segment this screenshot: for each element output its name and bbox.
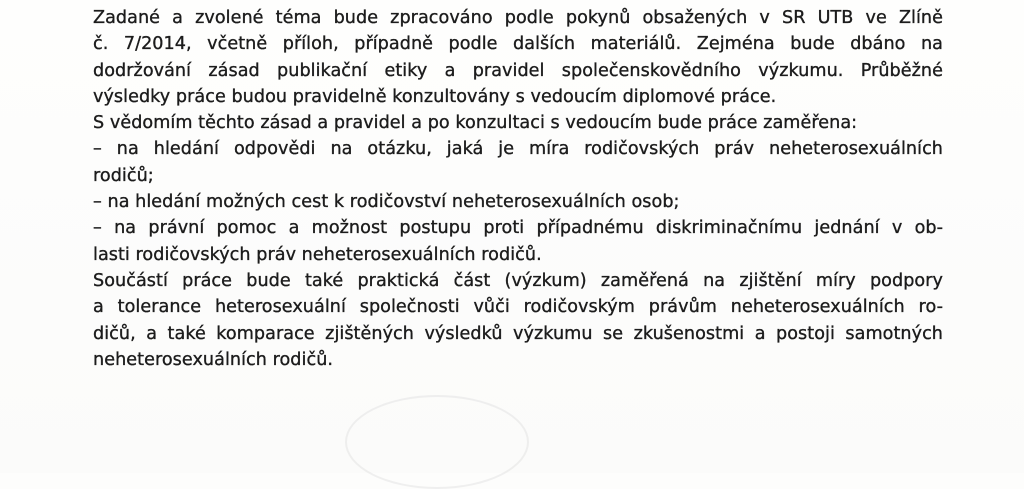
text-line: dodržování zásad publikační etiky a pravidel společenskovědního výzkumu. Průběžné bbox=[93, 60, 943, 81]
paragraph-practical-part bbox=[93, 268, 943, 373]
list-item bbox=[93, 189, 943, 215]
text-line: rodičů; bbox=[93, 165, 154, 186]
faint-stamp-mark bbox=[345, 395, 529, 489]
list-item bbox=[93, 136, 943, 189]
text-line: č. 7/2014, včetně příloh, případně podle dalších materiálů. Zejména bude dbáno na bbox=[93, 34, 943, 55]
text-line: Součástí práce bude také praktická část (výzkum) zaměřená na zjištění míry podpory bbox=[93, 270, 943, 291]
text-line: S vědomím těchto zásad a pravidel a po konzultaci s vedoucím bude práce zaměřena: bbox=[93, 113, 858, 134]
text-line: výsledky práce budou pravidelně konzultovány s vedoucím diplomové práce. bbox=[93, 86, 777, 107]
text-line: dičů, a také komparace zjištěných výsledků výzkumu se zkušenostmi a postoji samotných bbox=[93, 323, 943, 344]
text-line: a tolerance heterosexuální společnosti vůči rodičovským právům neheterosexuálních ro- bbox=[93, 297, 943, 318]
document-text bbox=[93, 5, 943, 373]
text-line: lasti rodičovských práv neheterosexuálních rodičů. bbox=[93, 244, 542, 265]
text-line: – na právní pomoc a možnost postupu proti případnému diskriminačnímu jednání v ob- bbox=[93, 218, 943, 239]
paragraph-assignment bbox=[93, 5, 943, 110]
list-item bbox=[93, 215, 943, 268]
text-line: Zadané a zvolené téma bude zpracováno podle pokynů obsažených v SR UTB ve Zlíně bbox=[93, 8, 943, 28]
text-line: – na hledání odpovědi na otázku, jaká je míra rodičovských práv neheterosexuálních bbox=[93, 139, 943, 160]
paragraph-focus-intro bbox=[93, 110, 943, 136]
text-line: neheterosexuálních rodičů. bbox=[93, 349, 334, 370]
text-line: – na hledání možných cest k rodičovství neheterosexuálních osob; bbox=[93, 192, 680, 213]
